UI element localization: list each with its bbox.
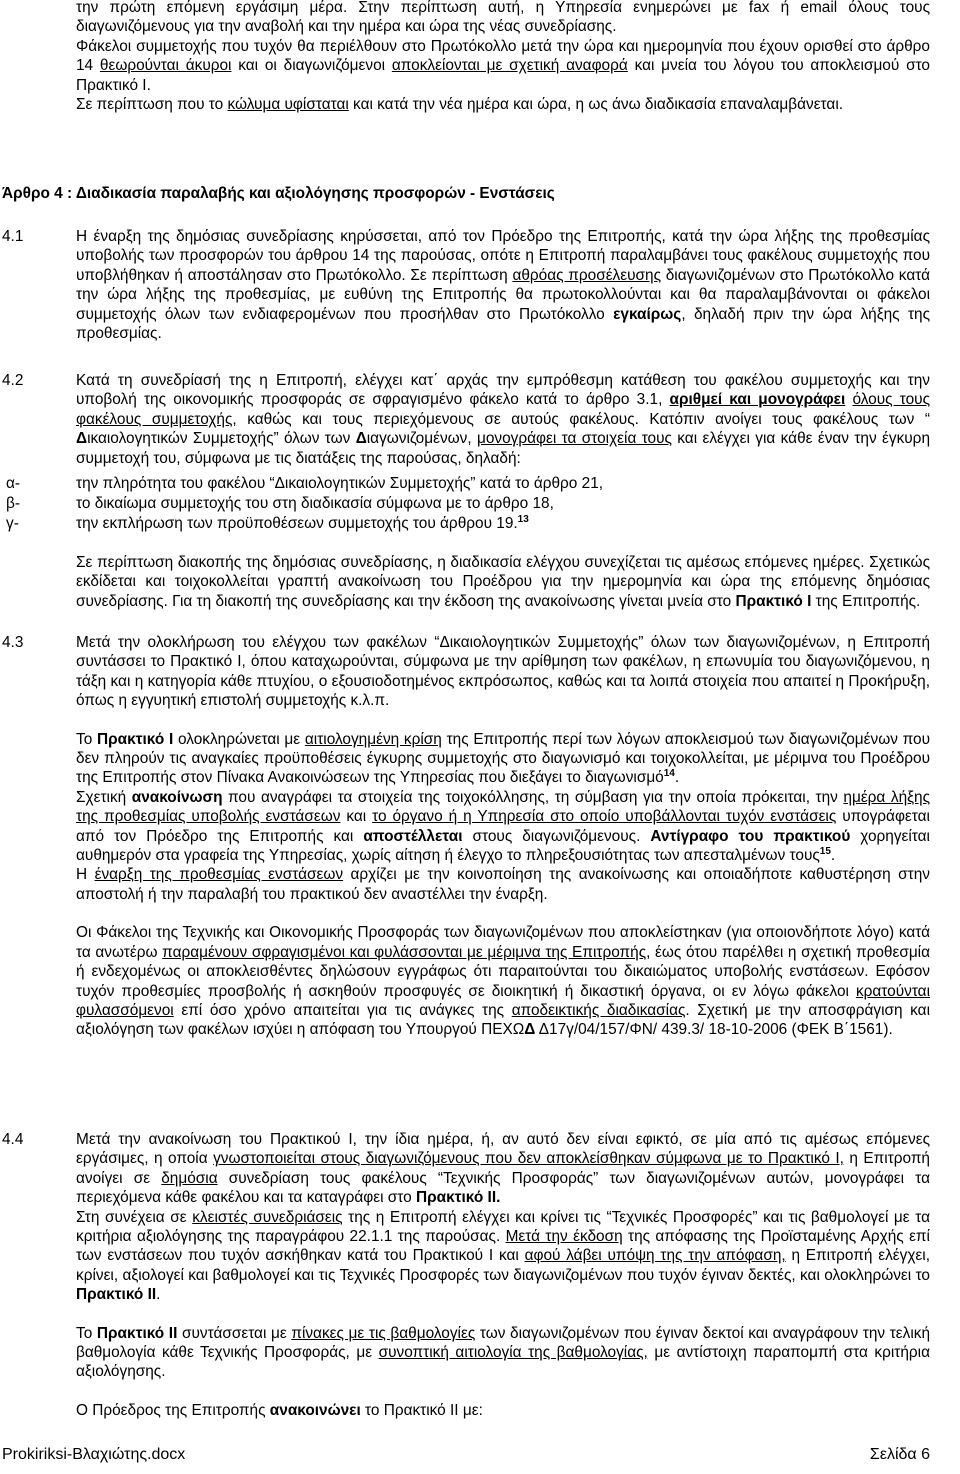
footnote-ref: 14 (663, 768, 675, 780)
text: Οι Φάκελοι της Τεχνικής και Οικονομικής Προσφοράς των διαγωνιζομένων που αποκλείστηκαν (για οποιονδήποτε λόγο) κατά τα ανωτέρω (76, 924, 930, 961)
bold-text: Αντίγραφο του πρακτικού (650, 827, 851, 845)
text: Σε περίπτωση διακοπής της δημόσιας συνεδρίασης, η διαδικασία ελέγχου συνεχίζεται τις αμέσως επόμενες ημέρες. Σχετικώς εκδίδεται και τοιχοκολλείται γραπτή ανακοίνωση του Προέδρου για την ημερομηνία και ώρα της επόμενης δημόσιας συνεδρίασης. Για τη διακοπή της συνεδρίασης και την έκδοση της ανακοίνωσης γίνεται μνεία στο (76, 554, 930, 610)
footer-filename: Prokiriksi-Βλαχιώτης.docx (2, 1446, 186, 1463)
list-item: την πληρότητα του φακέλου “Δικαιολογητικών Συμμετοχής” κατά το άρθρο 21, (76, 475, 604, 492)
text: ικαιολογητικών Συμμετοχής” όλων των (87, 430, 356, 448)
bold-text: Πρακτικό ΙΙ (96, 1324, 178, 1342)
section-number: 4.3 (2, 634, 24, 651)
paragraph (76, 0, 930, 37)
paragraph (76, 1401, 930, 1420)
text: και μνεία του λόγου του αποκλεισμού στο Πρακτικό Ι. (76, 57, 930, 94)
text: και ελέγχει για κάθε έναν την έγκυρη συμμετοχή του, σύμφωνα με τις διατάξεις της παρούσας, δηλαδή: (76, 430, 930, 467)
text: , δηλαδή πριν την ώρα λήξης της προθεσμίας. (76, 305, 931, 343)
underlined-text: πίνακες με τις βαθμολογίες (291, 1324, 476, 1342)
list-label: α- (6, 475, 21, 492)
text: Το (76, 730, 97, 748)
text: Ο Πρόεδρος της Επιτροπής (76, 1401, 270, 1419)
paragraph (76, 227, 930, 343)
section-number: 4.4 (2, 1131, 24, 1148)
section-number: 4.1 (2, 228, 24, 245)
text: Σε περίπτωση που το (76, 96, 228, 114)
underlined-text: κώλυμα υφίσταται (227, 96, 349, 114)
text: της απόφασης της Προϊσταμένης Αρχής επί των ενστάσεων που τυχόν ασκήθηκαν κατά του Πρακτικού Ι και (76, 1228, 930, 1265)
text: και (340, 808, 373, 826)
underlined-text: αποκλείονται με σχετική αναφορά (391, 57, 628, 75)
paragraph (76, 865, 930, 904)
underlined-text: μονογράφει τα στοιχεία τους (477, 430, 672, 448)
text: καθώς και τους περιεχόμενους σε αυτούς φακέλους. Κατόπιν ανοίγει τους φακέλους των “ (236, 410, 930, 428)
list-item: το δικαίωμα συμμετοχής του στη διαδικασία σύμφωνα με το άρθρο 18, (76, 495, 554, 512)
underlined-text: αιτιολογημένη κρίση (304, 730, 442, 748)
paragraph (76, 37, 930, 95)
section-4-2-continued (76, 553, 930, 611)
text: Στη συνέχεια σε (76, 1208, 193, 1226)
underlined-text: αφού λάβει υπόψη της την απόφαση, (524, 1247, 786, 1265)
text: Μετά την ανακοίνωση του Πρακτικού Ι, την ίδια ημέρα, ή, αν αυτό δεν είναι εφικτό, σε μία από τις αμέσως επόμενες εργάσιμες, η οποία (76, 1131, 930, 1168)
paragraph (76, 371, 930, 468)
text: διαγωνιζόμενους για την αναβολή και την ημέρα και ώρα της νέας συνεδρίασης. (76, 18, 617, 36)
text: Το (76, 1324, 97, 1342)
section-4-2 (76, 371, 930, 468)
text: Κατά τη συνεδρίασή της η Επιτροπή, ελέγχει κατ΄ αρχάς την εμπρόθεσμη κατάθεση του φακέλου συμμετοχής και την υποβολή της οικονομικής προσφοράς σε σφραγισμένο φάκελο κατά το άρθρο 3.1, (76, 372, 930, 409)
underlined-text: παραμένουν σφραγισμένοι και φυλάσσονται με μέριμνα της Επιτροπής, (162, 943, 651, 961)
text: στους διαγωνιζόμενους. (462, 827, 651, 845)
section-4-1 (76, 227, 930, 343)
text: . (156, 1286, 161, 1304)
bold-text: Πρακτικό ΙΙ. (415, 1189, 501, 1207)
bold-underlined-text: αριθμεί και μονογράφει (669, 391, 846, 409)
text: της Επιτροπής περί των λόγων αποκλεισμού των διαγωνιζομένων που δεν πληρούν τις αναγκαίες προϋποθέσεις έγκυρης συμμετοχής στο διαγωνισμό και τοιχοκολλείται, με μέριμνα του Προέδρου της Επιτροπής στον Πίνακα Ανακοινώσεων της Υπηρεσίας που διεξάγει το διαγωνισμό (76, 730, 930, 787)
text: και κατά την νέα ημέρα και ώρα, η ως άνω διαδικασία επαναλαμβάνεται. (348, 96, 844, 114)
underlined-text: κρατούνται φυλασσόμενοι (76, 982, 930, 1019)
paragraph (76, 923, 930, 1039)
text: την πρώτη επόμενη εργάσιμη μέρα. Στην περίπτωση αυτή, η Υπηρεσία ενημερώνει με fax ή email όλους τους (76, 0, 930, 16)
underlined-text: γνωστοποιείται στους διαγωνιζόμενους που δεν αποκλείσθηκαν σύμφωνα με το Πρακτικό Ι, (213, 1150, 844, 1168)
bold-text: Δ (355, 430, 367, 448)
text: . (674, 769, 680, 787)
paragraph: Μετά την ολοκλήρωση του ελέγχου των φακέλων “Δικαιολογητικών Συμμετοχής” όλων των διαγωνιζομένων, η Επιτροπή συντάσσει το Πρακτικό Ι, όπου καταχωρούνται, σύμφωνα με την αρίθμηση των φακέλων, η επωνυμία του διαγωνιζόμενου, η τάξη και η κατηγορία κάθε πτυχίου, ο εξουσιοδοτημένος εκπρόσωπος, καθώς και τα λοιπά στοιχεία που απαιτεί η Προκήρυξη, όπως η εγγυητική επιστολή συμμετοχής κ.λ.π. (76, 634, 930, 710)
bold-text: αποστέλλεται (363, 827, 463, 845)
section-4-4 (76, 1130, 930, 1420)
text: . (830, 847, 836, 865)
bold-text: ανακοινώνει (269, 1401, 361, 1419)
text: Η (76, 866, 95, 884)
text: αρχίζει με την κοινοποίηση της ανακοίνωσης και οποιαδήποτε καθυστέρηση στην αποστολή ή την παραλαβή του πρακτικού δεν αναστέλλει την έναρξη. (76, 866, 930, 903)
list-label: β- (6, 495, 20, 512)
text: το Πρακτικό ΙΙ με: (360, 1401, 483, 1419)
underlined-text: Μετά την έκδοση (505, 1228, 623, 1246)
text: . Σχετική με την αποσφράγιση και αξιολόγηση των φακέλων ισχύει η απόφαση του Υπουργού ΠΕΧΩ (76, 1001, 931, 1039)
underlined-text: δημόσια (161, 1169, 218, 1187)
top-section (76, 0, 930, 114)
bold-text: Πρακτικό Ι (735, 592, 812, 610)
section-4-3 (76, 633, 930, 1040)
bold-text: ανακοίνωση (131, 788, 223, 806)
page-footer (2, 1445, 930, 1464)
section-number: 4.2 (2, 372, 24, 389)
bold-text: εγκαίρως (613, 305, 682, 323)
footnote-ref: 13 (517, 513, 529, 525)
text: Φάκελοι συμμετοχής που τυχόν θα περιέλθουν στο Πρωτόκολλο μετά την ώρα και ημερομηνία που έχουν ορισθεί στο άρθρο 14 (76, 37, 930, 75)
list-label: γ- (6, 515, 19, 532)
paragraph (76, 95, 930, 114)
bold-text: Πρακτικό Ι (96, 730, 174, 748)
text: συντάσσεται με (177, 1324, 292, 1342)
text: η Επιτροπή ανοίγει σε (76, 1150, 930, 1187)
paragraph (76, 1208, 930, 1305)
underlined-text: αθρόας προσέλευσης (512, 266, 661, 284)
footer-page-number: Σελίδα 6 (869, 1446, 930, 1463)
text: η Επιτροπή ελέγχει, κρίνει, αξιολογεί και βαθμολογεί και τις Τεχνικές Προσφορές των διαγωνιζομένων που τυχόν έγιναν δεκτές, και ολοκληρώνει το (76, 1247, 930, 1284)
bold-text: Δ (76, 430, 88, 448)
text: έως ότου παρέλθει η σχετική προθεσμία ή ενδεχομένως οι αποκλεισθέντες δηλώσουν εγγράφως ότι παραιτούνται του δικαιώματος υποβολής ενστάσεων. Εφόσον τυχόν προθεσμίες προσβολής ή ασκηθούν προσφυγές σε διοικητική ή δικαστική όργανα, οι εν λόγω φάκελοι (76, 943, 931, 1000)
text: επί όσο χρόνο απαιτείται για τις ανάγκες της (173, 1001, 512, 1019)
underlined-text: θεωρούνται άκυροι (99, 57, 232, 75)
article-heading: Άρθρο 4 : Διαδικασία παραλαβής και αξιολόγησης προσφορών - Ενστάσεις (2, 185, 555, 202)
bold-text: Δ (524, 1021, 536, 1039)
underlined-text: έναρξη της προθεσμίας ενστάσεων (94, 866, 344, 884)
text: της Επιτροπής. (811, 592, 921, 610)
underlined-text: κλειστές συνεδριάσεις (192, 1208, 343, 1226)
text: υπογράφεται από τον Πρόεδρο της Επιτροπής και (76, 808, 930, 845)
text: χορηγείται αυθημερόν στα γραφεία της Υπηρεσίας, χωρίς αίτηση ή έλεγχο το πληρεξουσιότητας των απεσταλμένων τους (76, 827, 930, 865)
text: συνεδρίαση τους φακέλους “Τεχνικής Προσφοράς” των διαγωνιζομένων αυτών, μονογράφει τα περιεχόμενα κάθε φακέλου και τα καταγράφει στο (76, 1169, 930, 1207)
text: που αναγράφει τα στοιχεία της τοιχοκόλλησης, τη σύμβαση για την οποία πρόκειται, την (222, 788, 844, 806)
text: της η Επιτροπή ελέγχει και κρίνει τις “Τεχνικές Προσφορές” και τις βαθμολογεί με τα κριτήρια αξιολόγησης της παραγράφου 22.1.1 της παρούσας. (76, 1208, 930, 1246)
paragraph (76, 730, 930, 788)
text: με αντίστοιχη παραπομπή στα κριτήρια αξιολόγησης. (76, 1344, 930, 1381)
paragraph (76, 553, 930, 611)
text: των διαγωνιζομένων που έγιναν δεκτοί και αναγράφουν την τελική βαθμολογία κάθε Τεχνικής Προσφοράς, με (76, 1324, 931, 1362)
text: διαγωνιζομένων στο Πρωτόκολλο κατά την ώρα λήξης της προθεσμίας, με ευθύνη της Επιτροπής θα πρωτοκολλούνται και θα παραλαμβάνονται οι φάκελοι συμμετοχής όλων των ενδιαφερομένων που προσήλθαν στο Πρωτόκολλο (76, 266, 930, 323)
text: ολοκληρώνεται με (173, 730, 305, 748)
text: την εκπλήρωση των προϋποθέσεων συμμετοχής του άρθρου 19. (76, 515, 518, 532)
text: ιαγωνιζομένων, (366, 430, 477, 448)
footnote-ref: 15 (819, 845, 831, 857)
list-item (76, 514, 529, 533)
paragraph (76, 788, 930, 866)
bold-text: Πρακτικό ΙΙ (76, 1286, 157, 1304)
paragraph (76, 1130, 930, 1208)
underlined-text: αποδεικτικής διαδικασίας (511, 1001, 686, 1019)
text: και οι διαγωνιζόμενοι (231, 57, 392, 75)
text: Σχετική (76, 788, 132, 806)
underlined-text: όλους τους φακέλους συμμετοχής, (76, 391, 931, 428)
underlined-text: ημέρα λήξης της προθεσμίας υποβολής ενστάσεων (76, 788, 930, 826)
underlined-text: συνοπτική αιτιολογία της βαθμολογίας, (378, 1344, 648, 1362)
text: Η έναρξη της δημόσιας συνεδρίασης κηρύσσεται, από τον Πρόεδρο της Επιτροπής, κατά την ώρα λήξης της προθεσμίας υποβολής των προσφορών του άρθρου 14 της παρούσας, οπότε η Επιτροπή παραλαμβάνει τους φακέλους συμμετοχής που υποβλήθηκαν ή αποστάλησαν στο Πρωτόκολλο. Σε περίπτωση (76, 228, 930, 284)
paragraph (76, 1324, 930, 1382)
text: Δ17γ/04/157/ΦΝ/ 439.3/ 18-10-2006 (ΦΕΚ Β΄1561). (535, 1021, 893, 1039)
underlined-text: το όργανο ή η Υπηρεσία στο οποίο υποβάλλονται τυχόν ενστάσεις (372, 808, 837, 826)
